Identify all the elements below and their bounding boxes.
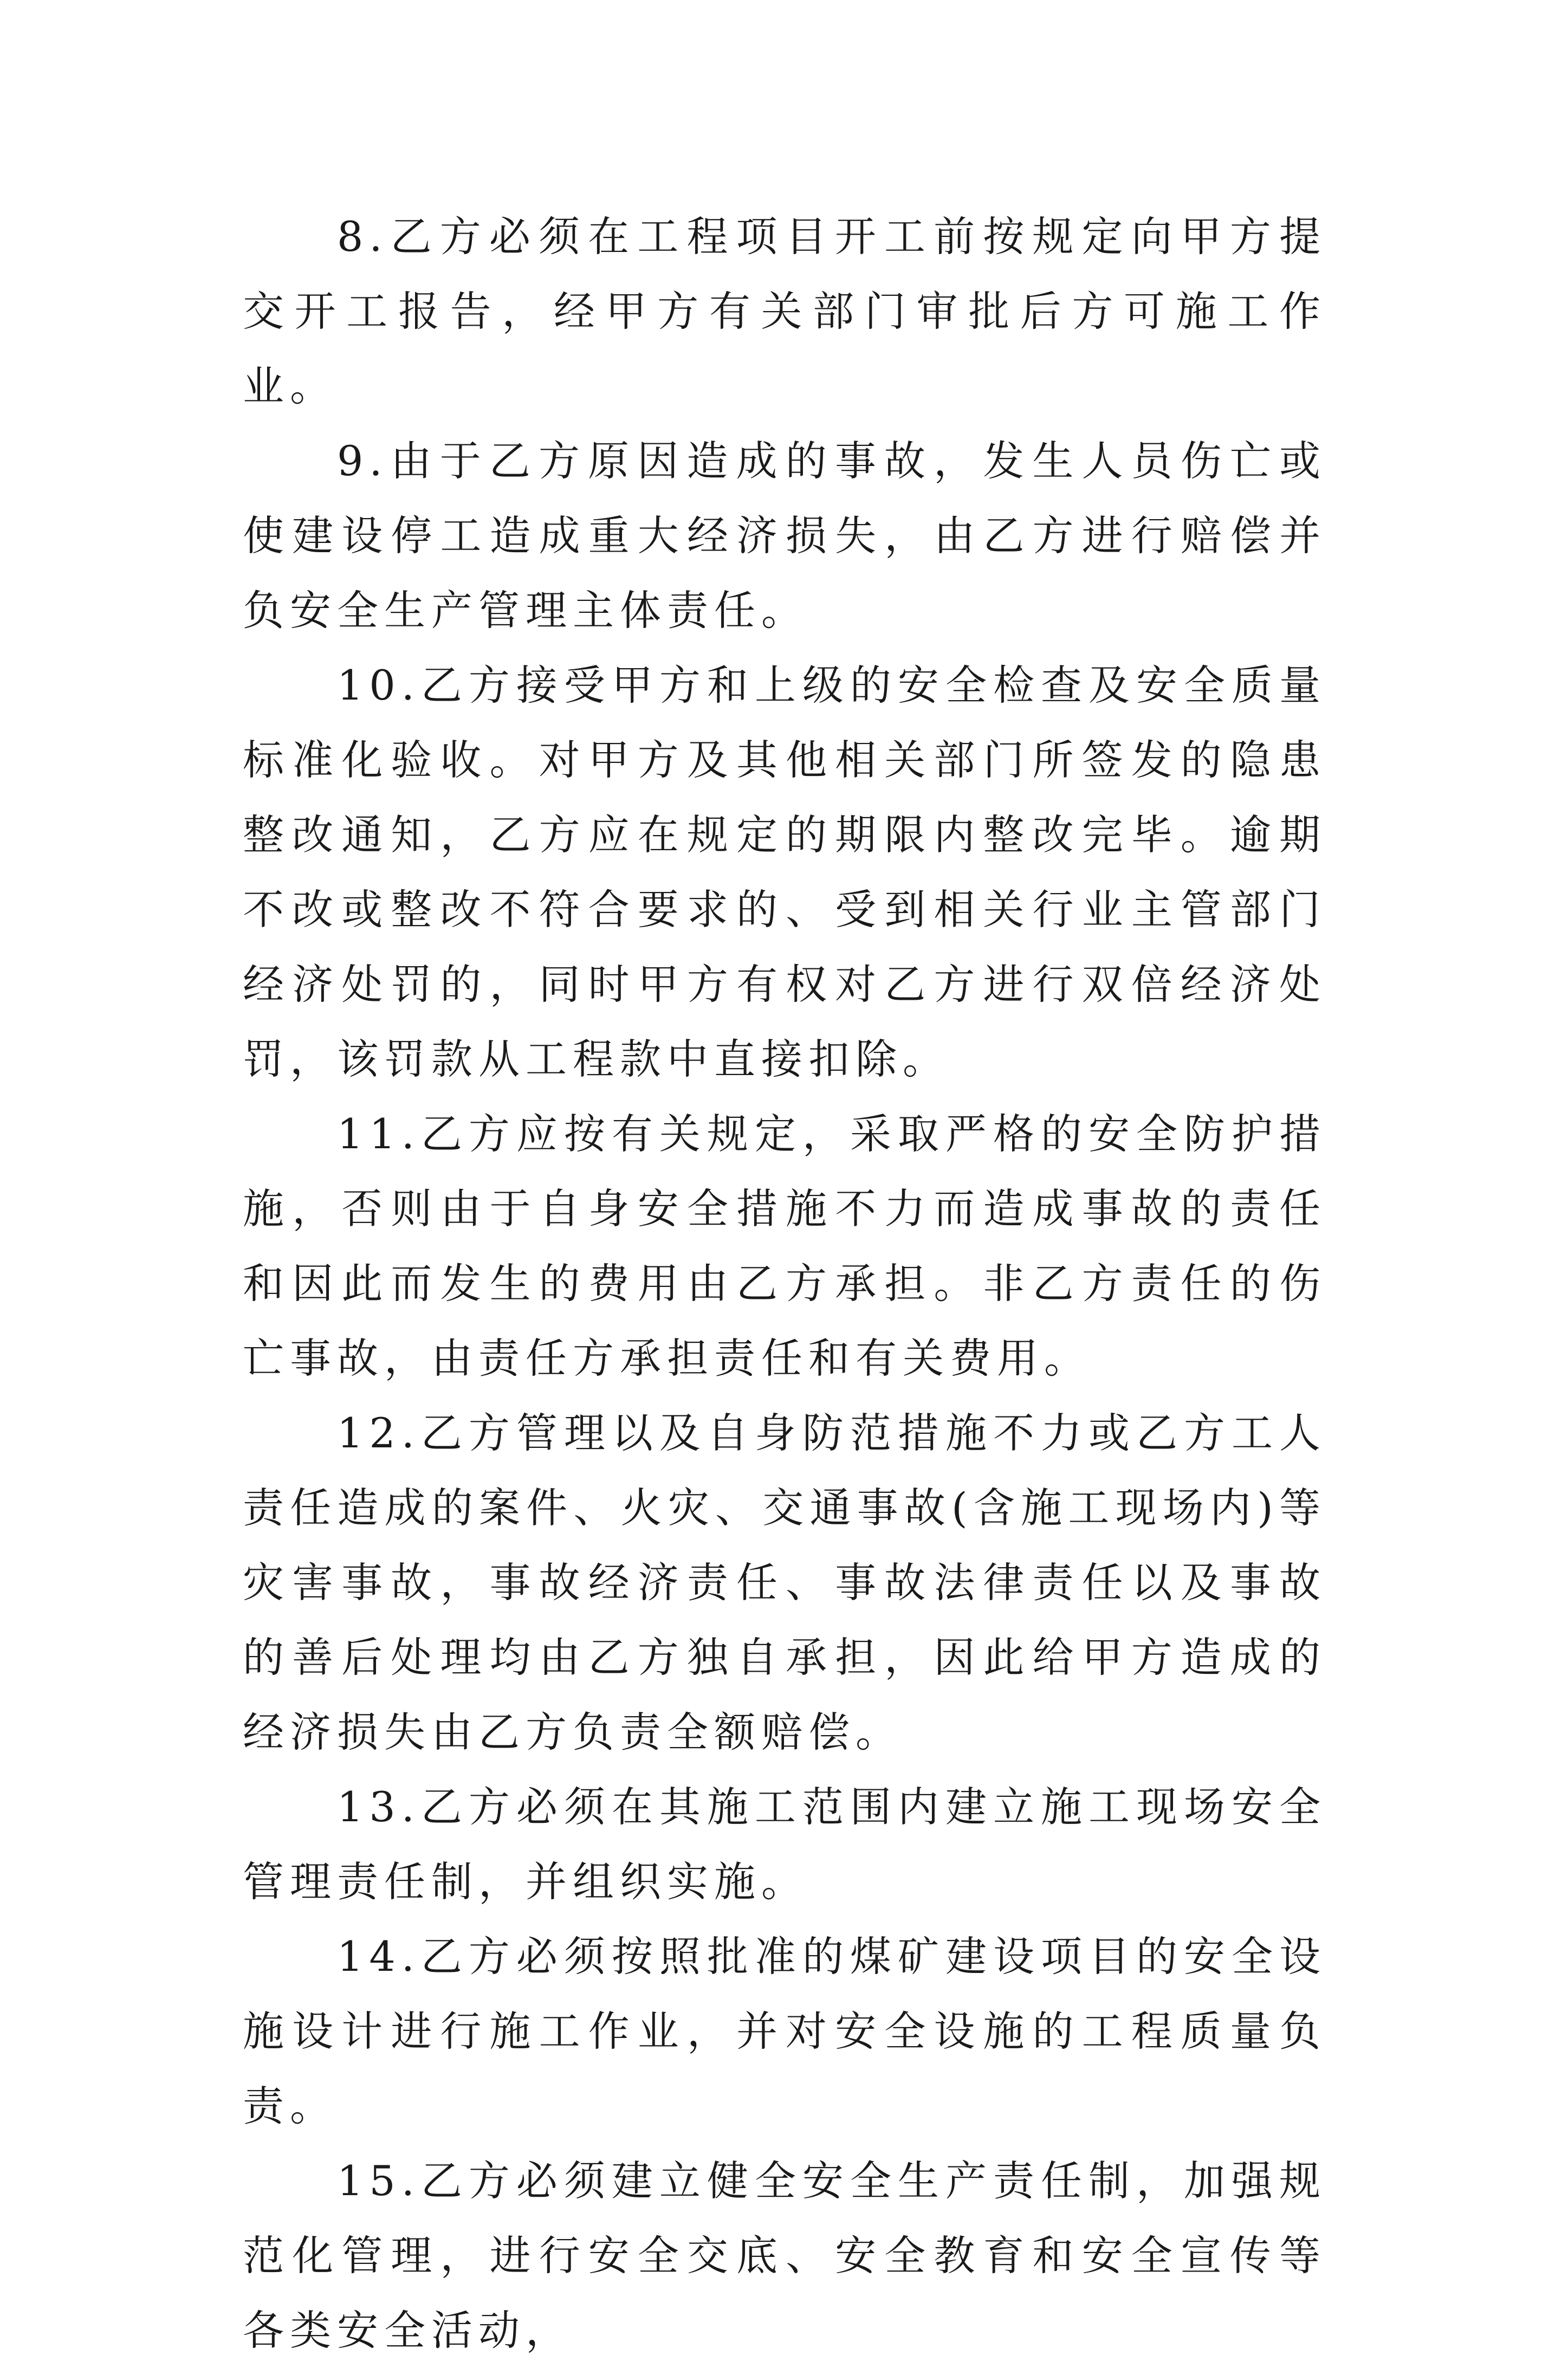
paragraph-11: 11.乙方应按有关规定，采取严格的安全防护措施，否则由于自身安全措施不力而造成事故的责任和因此而发生的费用由乙方承担。非乙方责任的伤亡事故，由责任方承担责任和有关费用。 <box>243 1110 1326 1382</box>
paragraph-13: 13.乙方必须在其施工范围内建立施工现场安全管理责任制，并组织实施。 <box>243 1783 1326 1906</box>
paragraph-10: 10.乙方接受甲方和上级的安全检查及安全质量标准化验收。对甲方及其他相关部门所签发的隐患整改通知，乙方应在规定的期限内整改完毕。逾期不改或整改不符合要求的、受到相关行业主管部门经济处罚的，同时甲方有权对乙方进行双倍经济处罚，该罚款从工程款中直接扣除。 <box>243 661 1326 1083</box>
paragraph-14: 14.乙方必须按照批准的煤矿建设项目的安全设施设计进行施工作业，并对安全设施的工程质量负责。 <box>243 1932 1326 2130</box>
document-body <box>243 199 1326 2368</box>
paragraph-12: 12.乙方管理以及自身防范措施不力或乙方工人责任造成的案件、火灾、交通事故(含施工现场内)等灾害事故，事故经济责任、事故法律责任以及事故的善后处理均由乙方独自承担，因此给甲方造成的经济损失由乙方负责全额赔偿。 <box>243 1409 1326 1756</box>
paragraph-15: 15.乙方必须建立健全安全生产责任制，加强规范化管理，进行安全交底、安全教育和安全宣传等各类安全活动， <box>243 2157 1326 2354</box>
paragraph-9: 9.由于乙方原因造成的事故，发生人员伤亡或使建设停工造成重大经济损失，由乙方进行赔偿并负安全生产管理主体责任。 <box>243 437 1326 635</box>
paragraph-8: 8.乙方必须在工程项目开工前按规定向甲方提交开工报告，经甲方有关部门审批后方可施工作业。 <box>243 212 1326 410</box>
